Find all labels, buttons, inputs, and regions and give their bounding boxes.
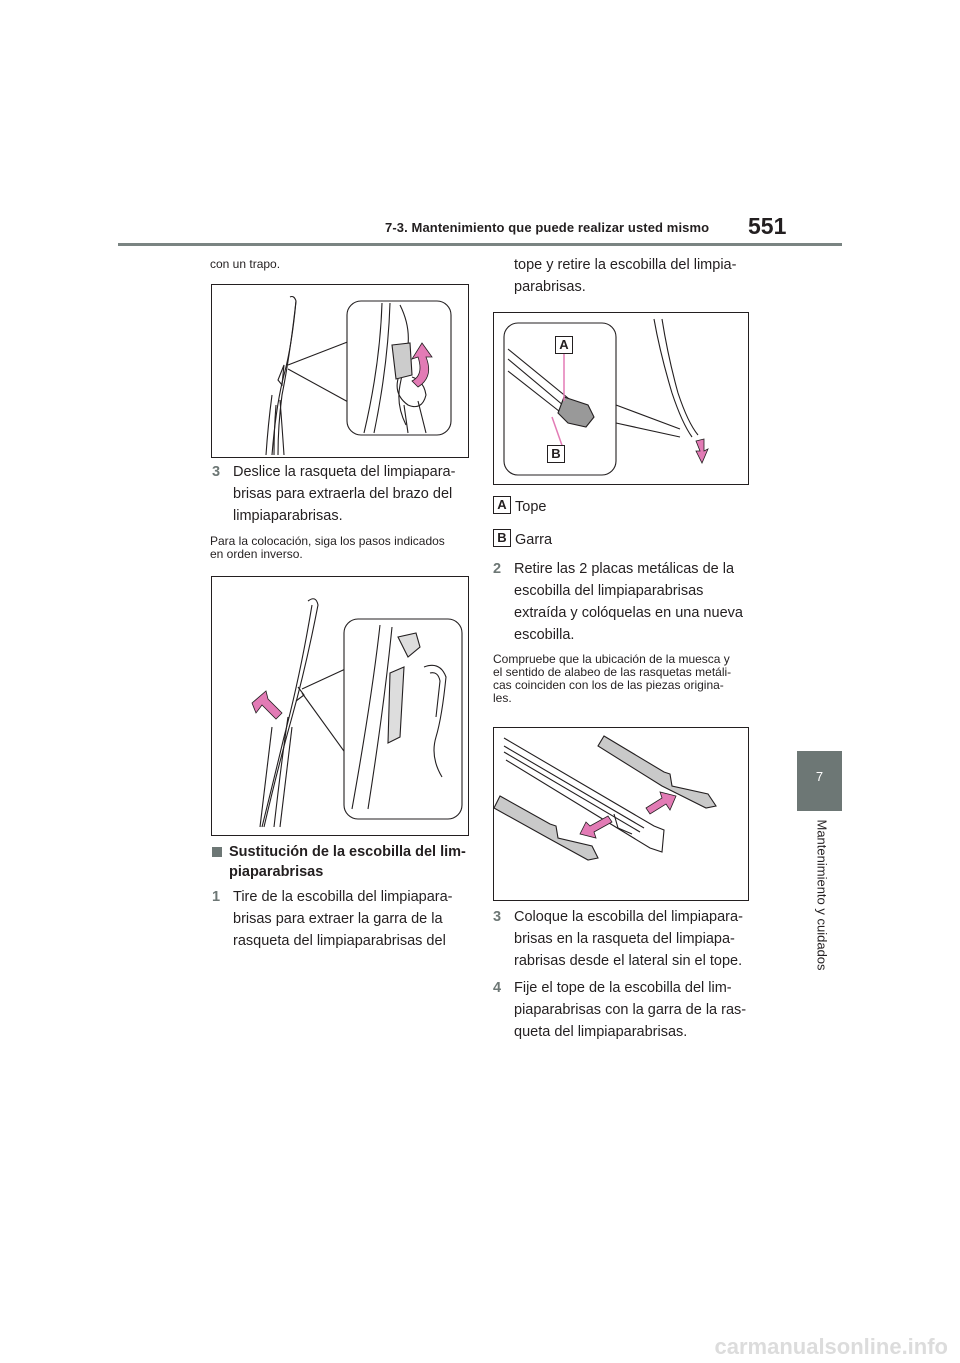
step-number: 4 — [493, 980, 502, 996]
step-number: 2 — [493, 561, 502, 577]
chapter-tab — [797, 751, 842, 811]
text-line: tope y retire la escobilla del limpia- — [514, 257, 737, 273]
step-2 — [493, 558, 753, 646]
legend-key: B — [493, 529, 511, 547]
step-line: extraída y colóquelas en una nueva — [514, 605, 743, 621]
text-line: parabrisas. — [514, 279, 586, 295]
callout-a: A — [555, 336, 573, 354]
square-bullet-icon — [212, 847, 222, 857]
note-line: el sentido de alabeo de las rasquetas metáli- — [493, 665, 732, 679]
page-number: 551 — [748, 213, 787, 239]
continued-text — [514, 254, 754, 298]
wiper-arm-illustration — [212, 285, 468, 457]
callout-b: B — [547, 445, 565, 463]
step-line: rabrisas desde el lateral sin el tope. — [514, 953, 743, 969]
metal-plates-illustration — [494, 728, 748, 900]
stopper-claw-illustration — [494, 313, 748, 484]
legend-item-a — [493, 496, 743, 518]
step-line: Coloque la escobilla del limpiapara- — [514, 909, 743, 925]
chapter-number: 7 — [815, 769, 824, 784]
step-line: Tire de la escobilla del limpiapara- — [233, 889, 453, 905]
step-line: rasqueta del limpiaparabrisas del — [233, 933, 446, 949]
chapter-title-vertical — [812, 819, 830, 980]
step-3-left — [212, 461, 472, 527]
note-line: cas coinciden con los de las piezas origina- — [493, 678, 724, 692]
section-title: 7-3. Mantenimiento que puede realizar usted mismo — [385, 220, 710, 235]
blade-removal-illustration — [212, 577, 468, 835]
note-line: Para la colocación, siga los pasos indicados — [210, 534, 445, 548]
legend-text: Garra — [515, 532, 553, 548]
watermark-text: carmanualsonline.info — [714, 1336, 948, 1358]
note-left — [210, 535, 470, 561]
heading-line: Sustitución de la escobilla del lim- — [229, 844, 466, 860]
watermark — [0, 1336, 960, 1358]
step-line: brisas para extraerla del brazo del — [233, 486, 453, 502]
legend-item-b — [493, 529, 743, 551]
step-line: limpiaparabrisas. — [233, 508, 343, 524]
note-line: en orden inverso. — [210, 547, 303, 561]
step-line: Fije el tope de la escobilla del lim- — [514, 980, 732, 996]
arrow-diagonal-icon — [252, 691, 282, 719]
step-line: queta del limpiaparabrisas. — [514, 1024, 688, 1040]
step-line: Retire las 2 placas metálicas de la — [514, 561, 735, 577]
figure-stopper-claw — [493, 312, 749, 485]
step-line: brisas en la rasqueta del limpiapa- — [514, 931, 735, 947]
chapter-title: Mantenimiento y cuidados — [814, 819, 830, 971]
arrow-down-icon — [696, 439, 708, 463]
legend-key: A — [493, 496, 511, 514]
step-line: piaparabrisas con la garra de la ras- — [514, 1002, 747, 1018]
step-line: escobilla. — [514, 627, 575, 643]
legend-text: Tope — [515, 499, 547, 515]
step-line: Deslice la rasqueta del limpiapara- — [233, 464, 456, 480]
step-line: escobilla del limpiaparabrisas — [514, 583, 704, 599]
step-number: 1 — [212, 889, 221, 905]
arrow-right-icon — [646, 792, 676, 814]
step-3-right — [493, 906, 755, 972]
step-number: 3 — [212, 464, 221, 480]
figure-wiper-arm-detail — [211, 284, 469, 458]
intro-text: con un trapo. — [210, 257, 281, 271]
note-line: les. — [493, 691, 512, 705]
step-line: brisas para extraer la garra de la — [233, 911, 443, 927]
step-4 — [493, 977, 755, 1043]
figure-blade-removal — [211, 576, 469, 836]
note-right — [493, 653, 755, 705]
step-1 — [212, 886, 472, 952]
figure-metal-plates — [493, 727, 749, 901]
header-divider — [118, 243, 842, 246]
note-line: Compruebe que la ubicación de la muesca y — [493, 652, 730, 666]
step-number: 3 — [493, 909, 502, 925]
arrow-left-icon — [580, 816, 612, 838]
heading-line: piaparabrisas — [229, 864, 324, 880]
